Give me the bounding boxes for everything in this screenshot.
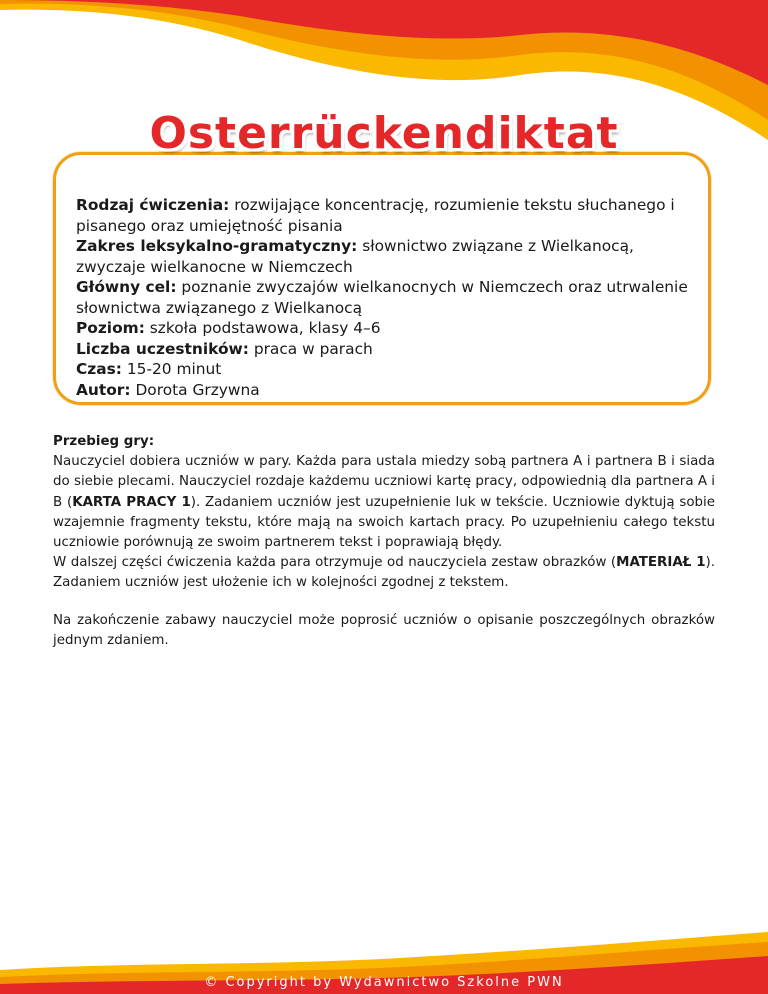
info-time: Czas: 15-20 minut xyxy=(76,360,222,378)
info-goal: Główny cel: poznanie zwyczajów wielkanocnych w Niemczech oraz utrwalenie słownictwa związanego z Wielkanocą xyxy=(76,278,688,317)
info-participants: Liczba uczestników: praca w parach xyxy=(76,339,373,358)
material-ref: MATERIAŁ 1 xyxy=(616,555,706,571)
section-heading: Przebieg gry: xyxy=(53,434,155,449)
info-box xyxy=(53,152,711,405)
info-type: Rodzaj ćwiczenia: rozwijające koncentrację, rozumienie tekstu słuchanego i pisanego oraz umiejętność pisania xyxy=(76,196,675,235)
worksheet-ref: KARTA PRACY 1 xyxy=(72,494,191,510)
paragraph-3: Na zakończenie zabawy nauczyciel może poprosić uczniów o opisanie poszczególnych obrazków jednym zdaniem. xyxy=(53,612,715,648)
game-description xyxy=(53,432,715,651)
info-author: Autor: Dorota Grzywna xyxy=(76,380,260,399)
page-title: Osterrückendiktat xyxy=(149,108,619,159)
paragraph-2: W dalszej części ćwiczenia każda para otrzymuje od nauczyciela zestaw obrazków (MATERIAŁ 1). Zadaniem uczniów jest ułożenie ich w kolejności zgodnej z tekstem. xyxy=(53,555,715,591)
copyright-text: © Copyright by Wydawnictwo Szkolne PWN xyxy=(204,975,564,990)
info-scope: Zakres leksykalno-gramatyczny: słownictwo związane z Wielkanocą, zwyczaje wielkanocne w Niemczech xyxy=(76,237,634,276)
info-level: Poziom: szkoła podstawowa, klasy 4–6 xyxy=(76,319,381,337)
paragraph-1: Nauczyciel dobiera uczniów w pary. Każda para ustala miedzy sobą partnera A i partnera B i siada do siebie plecami. Nauczyciel rozdaje każdemu uczniowi kartę pracy, odpowiednią dla partnera A i B (KARTA PRACY 1). Zadaniem uczniów jest uzupełnienie luk w tekście. Uczniowie dyktują sobie wzajemnie fragmenty tekstu, które mają na swoich kartach pracy. Po uzupełnieniu całego tekstu uczniowie porównują ze swoim partnerem tekst i poprawiają błędy. xyxy=(53,454,716,551)
